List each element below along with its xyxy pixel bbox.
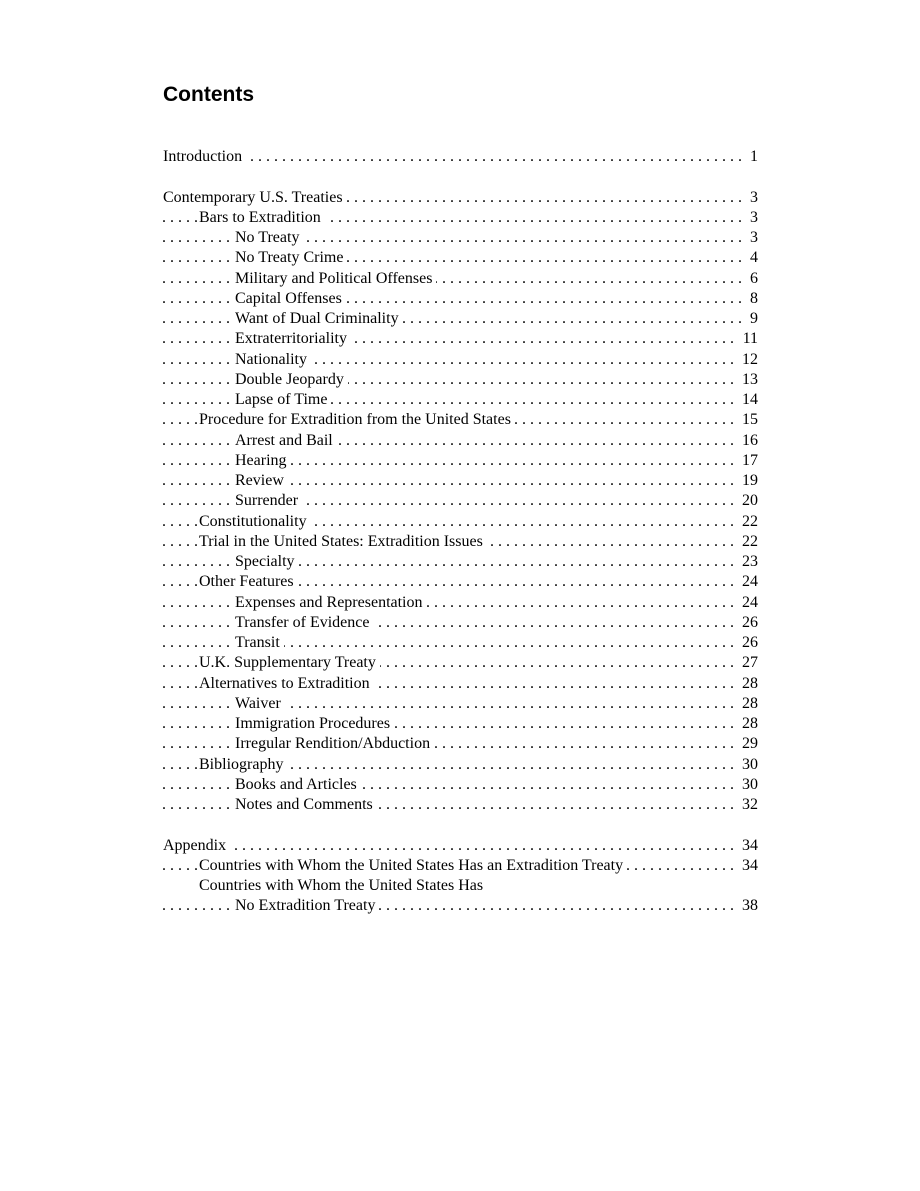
toc-page-number: 29: [738, 734, 758, 754]
toc-entry-want-of-dual-criminality[interactable]: [163, 309, 758, 329]
toc-entry-no-treaty-crime[interactable]: [163, 248, 758, 268]
toc-page-number: 12: [738, 350, 758, 370]
toc-page-number: 28: [738, 694, 758, 714]
toc-entry-waiver[interactable]: [163, 694, 758, 714]
toc-entry-title: Books and Articles: [235, 776, 361, 793]
toc-entry-extraterritoriality[interactable]: [163, 329, 758, 349]
toc-page-number: 1: [746, 147, 758, 167]
toc-entry-title: Procedure for Extradition from the United States: [199, 411, 515, 428]
toc-entry-alternatives-to-extradition[interactable]: [163, 674, 758, 694]
toc-entry-other-features[interactable]: [163, 572, 758, 592]
toc-page-number: 13: [738, 370, 758, 390]
toc-page-number: 30: [738, 755, 758, 775]
toc-page-number: 23: [738, 552, 758, 572]
toc-entry-title: Irregular Rendition/Abduction: [235, 735, 434, 752]
toc-entry-title: Military and Political Offenses: [235, 270, 436, 287]
toc-entry-title: Notes and Comments: [235, 796, 377, 813]
toc-page-number: 30: [738, 775, 758, 795]
toc-page-number: 34: [738, 836, 758, 856]
toc-entry-title: Review: [235, 472, 288, 489]
toc-entry-bars-to-extradition[interactable]: [163, 208, 758, 228]
toc-entry-title: Constitutionality: [199, 513, 311, 530]
toc-entry-double-jeopardy[interactable]: [163, 370, 758, 390]
toc-entry-expenses-and-representation[interactable]: [163, 593, 758, 613]
toc-page-number: 24: [738, 572, 758, 592]
toc-page-number: 8: [746, 289, 758, 309]
toc-page-number: 19: [738, 471, 758, 491]
toc-entry-countries-without-treaty-line-2[interactable]: [163, 896, 758, 916]
toc-entry-countries-without-treaty-line-1[interactable]: [163, 876, 758, 896]
toc-entry-transit[interactable]: [163, 633, 758, 653]
toc-entry-title: Countries with Whom the United States Has an Extradition Treaty: [199, 857, 627, 874]
toc-entry-military-political-offenses[interactable]: [163, 269, 758, 289]
toc-page-number: 28: [738, 714, 758, 734]
toc-page-number: 26: [738, 633, 758, 653]
toc-entry-title: Capital Offenses: [235, 290, 346, 307]
toc-entry-lapse-of-time[interactable]: [163, 390, 758, 410]
toc-entry-title: No Treaty Crime: [235, 249, 347, 266]
toc-page-number: 17: [738, 451, 758, 471]
toc-entry-title: Waiver: [235, 695, 285, 712]
table-of-contents: [163, 147, 758, 917]
toc-entry-title: Introduction: [163, 148, 246, 165]
toc-page-number: 11: [739, 329, 758, 349]
toc-page-number: 26: [738, 613, 758, 633]
toc-entry-transfer-of-evidence[interactable]: [163, 613, 758, 633]
toc-page-number: 15: [738, 410, 758, 430]
toc-entry-title: Bars to Extradition: [199, 209, 325, 226]
toc-page-number: 6: [746, 269, 758, 289]
toc-entry-title: Appendix: [163, 837, 230, 854]
toc-page-number: 3: [746, 228, 758, 248]
toc-entry-hearing[interactable]: [163, 451, 758, 471]
toc-entry-arrest-and-bail[interactable]: [163, 431, 758, 451]
toc-entry-title: Arrest and Bail: [235, 432, 337, 449]
toc-entry-title: Nationality: [235, 351, 311, 368]
toc-page-number: 20: [738, 491, 758, 511]
toc-entry-irregular-rendition[interactable]: [163, 734, 758, 754]
toc-entry-title: Alternatives to Extradition: [199, 675, 374, 692]
toc-page-number: 9: [746, 309, 758, 329]
toc-entry-title: Countries with Whom the United States Has: [199, 877, 484, 894]
toc-entry-title: Extraterritoriality: [235, 330, 351, 347]
toc-entry-notes-and-comments[interactable]: [163, 795, 758, 815]
toc-entry-title: Contemporary U.S. Treaties: [163, 189, 347, 206]
toc-page-number: 16: [738, 431, 758, 451]
toc-page-number: 24: [738, 593, 758, 613]
toc-entry-bibliography[interactable]: [163, 755, 758, 775]
toc-entry-trial-in-the-united-states[interactable]: [163, 532, 758, 552]
toc-entry-contemporary-us-treaties[interactable]: [163, 188, 758, 208]
toc-entry-title: Double Jeopardy: [235, 371, 348, 388]
toc-entry-title: Lapse of Time: [235, 391, 331, 408]
toc-entry-nationality[interactable]: [163, 350, 758, 370]
toc-entry-books-and-articles[interactable]: [163, 775, 758, 795]
toc-entry-title: Transfer of Evidence: [235, 614, 373, 631]
toc-entry-title: U.K. Supplementary Treaty: [199, 654, 380, 671]
toc-entry-title: Bibliography: [199, 756, 287, 773]
toc-entry-title: No Treaty: [235, 229, 303, 246]
toc-entry-appendix[interactable]: [163, 836, 758, 856]
page-title: Contents: [163, 83, 254, 106]
toc-entry-countries-with-treaty[interactable]: [163, 856, 758, 876]
toc-page-number: 34: [738, 856, 758, 876]
toc-entry-title: Other Features: [199, 573, 298, 590]
toc-entry-title: Trial in the United States: Extradition Issues: [199, 533, 487, 550]
toc-page-number: 27: [738, 653, 758, 673]
toc-entry-no-treaty[interactable]: [163, 228, 758, 248]
toc-entry-specialty[interactable]: [163, 552, 758, 572]
toc-page-number: 22: [738, 512, 758, 532]
toc-page-number: 32: [738, 795, 758, 815]
toc-entry-title: Specialty: [235, 553, 299, 570]
toc-entry-title: Surrender: [235, 492, 302, 509]
toc-page-number: 3: [746, 188, 758, 208]
toc-entry-review[interactable]: [163, 471, 758, 491]
toc-entry-surrender[interactable]: [163, 491, 758, 511]
toc-page-number: 38: [738, 896, 758, 916]
toc-entry-title: Transit: [235, 634, 284, 651]
toc-page-number: 22: [738, 532, 758, 552]
toc-entry-title: Hearing: [235, 452, 291, 469]
toc-page-number: 4: [746, 248, 758, 268]
toc-entry-title: Want of Dual Criminality: [235, 310, 403, 327]
toc-entry-title: No Extradition Treaty: [235, 897, 379, 914]
toc-entry-immigration-procedures[interactable]: [163, 714, 758, 734]
toc-page-number: 28: [738, 674, 758, 694]
toc-page-number: 14: [738, 390, 758, 410]
toc-entry-capital-offenses[interactable]: [163, 289, 758, 309]
toc-entry-constitutionality[interactable]: [163, 512, 758, 532]
toc-entry-uk-supplementary-treaty[interactable]: [163, 653, 758, 673]
toc-page-number: 3: [746, 208, 758, 228]
toc-entry-title: Expenses and Representation: [235, 594, 427, 611]
toc-entry-title: Immigration Procedures: [235, 715, 394, 732]
toc-entry-procedure-for-extradition[interactable]: [163, 410, 758, 430]
toc-entry-introduction[interactable]: [163, 147, 758, 167]
